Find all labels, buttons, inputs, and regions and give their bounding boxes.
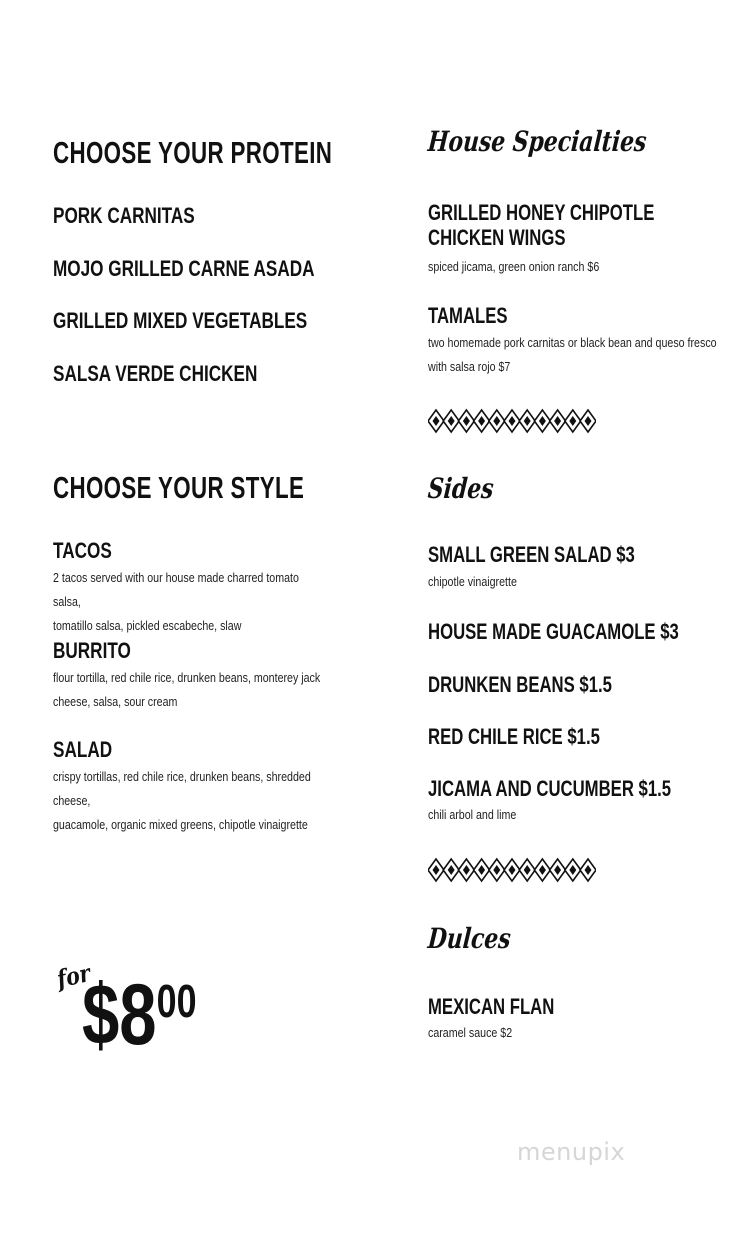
desc-line: crispy tortillas, red chile rice, drunken beans, shredded cheese, (53, 769, 311, 808)
choose-protein-heading: CHOOSE YOUR PROTEIN (53, 135, 333, 170)
style-tacos-desc (53, 566, 324, 638)
style-salad-desc (53, 765, 324, 837)
protein-mixed-vegetables: GRILLED MIXED VEGETABLES (53, 308, 308, 333)
desc-line: two homemade pork carnitas or black bean and queso fresco (428, 335, 717, 350)
side-small-green-salad-desc: chipotle vinaigrette (428, 574, 517, 589)
dulces-heading: Dulces (426, 922, 513, 955)
item-tamales-desc (428, 331, 717, 379)
side-red-chile-rice: RED CHILE RICE $1.5 (428, 724, 600, 749)
protein-pork-carnitas: PORK CARNITAS (53, 203, 195, 228)
choose-style-heading: CHOOSE YOUR STYLE (53, 470, 305, 505)
price-for-label: for (54, 958, 93, 994)
side-drunken-beans: DRUNKEN BEANS $1.5 (428, 672, 612, 697)
protein-salsa-verde-chicken: SALSA VERDE CHICKEN (53, 361, 258, 386)
style-salad: SALAD (53, 737, 113, 762)
style-tacos: TACOS (53, 538, 112, 563)
price-cents: 00 (156, 975, 197, 1027)
style-burrito-desc (53, 666, 320, 714)
item-name-line: GRILLED HONEY CHIPOTLE (428, 200, 655, 225)
dulce-mexican-flan-desc: caramel sauce $2 (428, 1025, 513, 1040)
desc-line: 2 tacos served with our house made charred tomato salsa, (53, 570, 299, 609)
protein-carne-asada: MOJO GRILLED CARNE ASADA (53, 256, 315, 281)
diamond-divider-icon (428, 406, 596, 436)
dulce-mexican-flan: MEXICAN FLAN (428, 994, 555, 1019)
price-dollars: $8 (82, 967, 157, 1063)
item-name-line: CHICKEN WINGS (428, 225, 566, 250)
side-guacamole: HOUSE MADE GUACAMOLE $3 (428, 619, 679, 644)
side-jicama-cucumber-desc: chili arbol and lime (428, 807, 517, 822)
item-chicken-wings-desc: spiced jicama, green onion ranch $6 (428, 259, 600, 274)
item-tamales: TAMALES (428, 303, 508, 328)
style-burrito: BURRITO (53, 638, 131, 663)
side-jicama-cucumber: JICAMA AND CUCUMBER $1.5 (428, 776, 672, 801)
item-chicken-wings (428, 200, 654, 250)
desc-line: cheese, salsa, sour cream (53, 694, 178, 709)
desc-line: flour tortilla, red chile rice, drunken beans, monterey jack (53, 670, 321, 685)
diamond-divider-icon (428, 855, 596, 885)
house-specialties-heading: House Specialties (426, 125, 648, 158)
watermark-logo: menupix (517, 1138, 626, 1166)
desc-line: guacamole, organic mixed greens, chipotle vinaigrette (53, 817, 308, 832)
sides-heading: Sides (426, 472, 495, 505)
price-value (82, 967, 197, 1063)
desc-line: tomatillo salsa, pickled escabeche, slaw (53, 618, 242, 633)
side-small-green-salad: SMALL GREEN SALAD $3 (428, 542, 635, 567)
desc-line: with salsa rojo $7 (428, 359, 511, 374)
